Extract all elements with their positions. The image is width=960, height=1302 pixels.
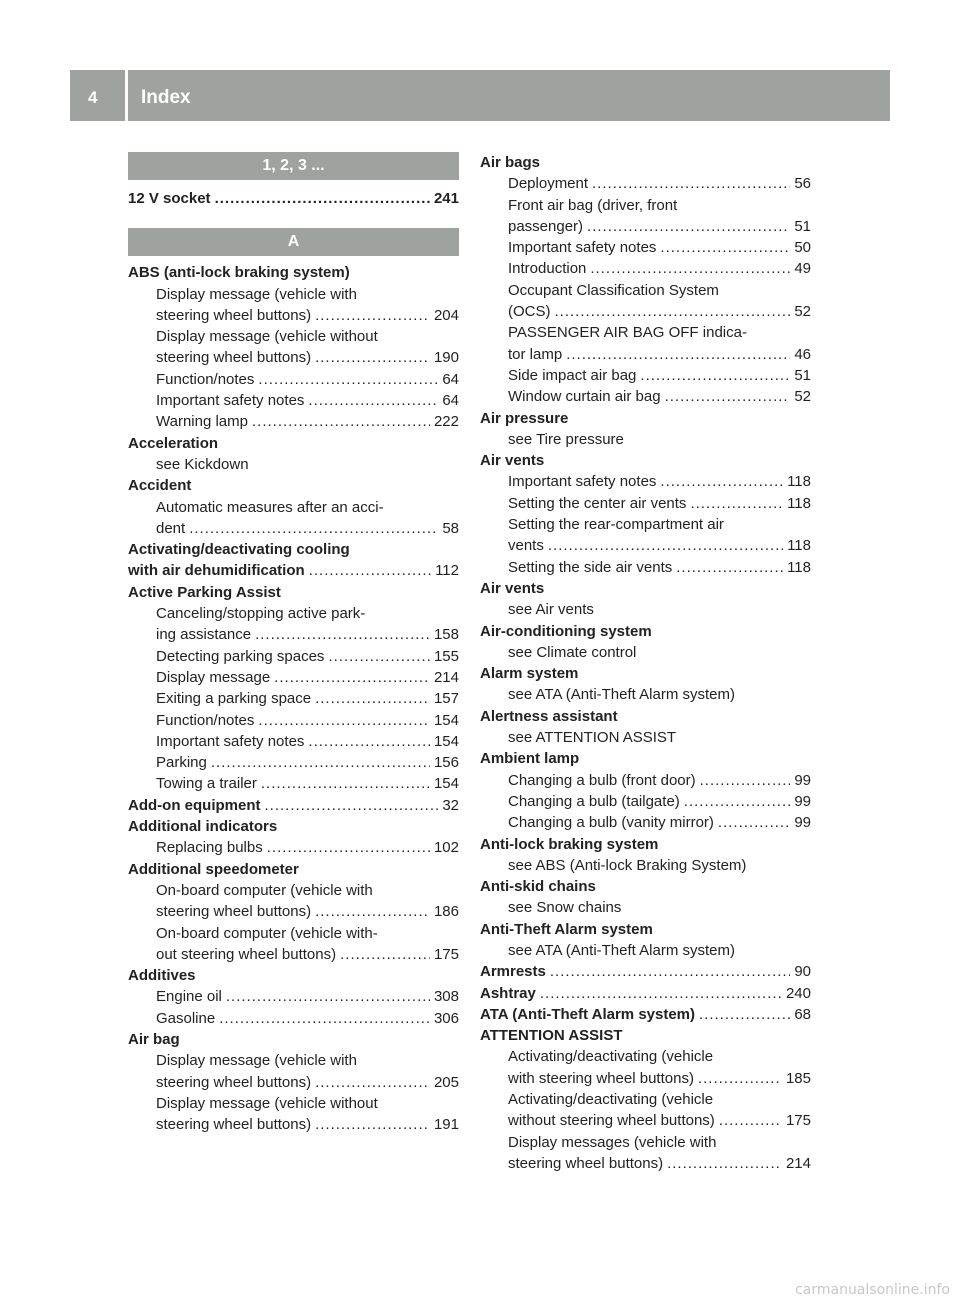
index-subentry: Activating/deactivating (vehicle <box>508 1048 714 1066</box>
index-subentry: On-board computer (vehicle with- <box>156 924 378 942</box>
index-subentry: see Tire pressure <box>508 430 624 448</box>
index-subentry: dent ..... 58 <box>128 518 459 539</box>
index-subentry: without steering wheel buttons) ..... 175 <box>480 1110 811 1131</box>
index-subentry: see ATA (Anti-Theft Alarm system) <box>508 941 736 959</box>
index-heading: Additional indicators <box>128 818 278 836</box>
index-entry: Armrests ..... 90 <box>480 961 811 982</box>
index-heading: Air pressure <box>480 409 569 427</box>
index-subentry: steering wheel buttons) ..... 214 <box>480 1153 811 1174</box>
index-subentry: Important safety notes ..... 50 <box>480 237 811 258</box>
index-subentry: passenger) ..... 51 <box>480 216 811 237</box>
index-heading: ABS (anti-lock braking system) <box>128 264 350 282</box>
index-column-left <box>128 152 459 1135</box>
index-subentry: see ABS (Anti-lock Braking System) <box>508 856 747 874</box>
index-subentry: Important safety notes ..... 64 <box>128 390 459 411</box>
index-subentry: Front air bag (driver, front <box>508 196 678 214</box>
index-heading: Air vents <box>480 579 545 597</box>
index-subentry: Occupant Classification System <box>508 281 719 299</box>
index-heading: Ambient lamp <box>480 750 580 768</box>
index-subentry: Setting the side air vents ..... 118 <box>480 557 811 578</box>
index-subentry: PASSENGER AIR BAG OFF indica- <box>508 324 747 342</box>
index-entry: with air dehumidification ..... 112 <box>128 560 459 581</box>
index-subentry: Display message (vehicle without <box>156 1094 378 1112</box>
index-subentry: Towing a trailer ..... 154 <box>128 773 459 794</box>
index-subentry: steering wheel buttons) ..... 205 <box>128 1072 459 1093</box>
header-divider <box>125 70 128 121</box>
watermark: carmanualsonline.info <box>795 1282 950 1298</box>
index-subentry: Detecting parking spaces ..... 155 <box>128 646 459 667</box>
index-entry: Add-on equipment ..... 32 <box>128 795 459 816</box>
index-subentry: (OCS) ..... 52 <box>480 301 811 322</box>
index-heading: Air vents <box>480 452 545 470</box>
index-entry: 12 V socket ..... 241 <box>128 188 459 209</box>
index-subentry: Changing a bulb (tailgate) ..... 99 <box>480 791 811 812</box>
index-subentry: see ATA (Anti-Theft Alarm system) <box>508 686 736 704</box>
index-heading: Air bag <box>128 1030 180 1048</box>
index-entry: Ashtray ..... 240 <box>480 983 811 1004</box>
index-subentry: Function/notes ..... 154 <box>128 710 459 731</box>
index-subentry: Exiting a parking space ..... 157 <box>128 688 459 709</box>
index-subentry: Window curtain air bag ..... 52 <box>480 386 811 407</box>
header-bar <box>70 70 890 121</box>
index-subentry: Important safety notes ..... 154 <box>128 731 459 752</box>
section-heading-a: A <box>128 228 459 256</box>
index-entry: ATA (Anti-Theft Alarm system) ..... 68 <box>480 1004 811 1025</box>
index-heading: Acceleration <box>128 434 219 452</box>
index-subentry: steering wheel buttons) ..... 190 <box>128 347 459 368</box>
index-subentry: see Air vents <box>508 601 594 619</box>
index-subentry: Warning lamp ..... 222 <box>128 411 459 432</box>
index-subentry: Display message (vehicle without <box>156 328 378 346</box>
index-subentry: see Snow chains <box>508 899 622 917</box>
index-subentry: Introduction ..... 49 <box>480 258 811 279</box>
index-subentry: On-board computer (vehicle with <box>156 881 373 899</box>
index-subentry: Display messages (vehicle with <box>508 1133 717 1151</box>
index-heading: Accident <box>128 477 192 495</box>
index-heading: Additives <box>128 967 196 985</box>
index-heading: Air bags <box>480 154 541 171</box>
index-subentry: Display message (vehicle with <box>156 1052 357 1070</box>
index-heading: Alarm system <box>480 665 579 683</box>
index-subentry: Gasoline ..... 306 <box>128 1008 459 1029</box>
index-subentry: Activating/deactivating (vehicle <box>508 1091 714 1109</box>
index-subentry: Important safety notes ..... 118 <box>480 471 811 492</box>
index-column-right <box>480 152 811 1174</box>
index-subentry: see ATTENTION ASSIST <box>508 729 677 747</box>
index-heading: Activating/deactivating cooling <box>128 541 350 559</box>
index-subentry: out steering wheel buttons) ..... 175 <box>128 944 459 965</box>
index-subentry: Display message (vehicle with <box>156 285 357 303</box>
index-subentry: Setting the center air vents ..... 118 <box>480 493 811 514</box>
index-subentry: Replacing bulbs ..... 102 <box>128 837 459 858</box>
index-heading: Air-conditioning system <box>480 622 652 640</box>
index-heading: Active Parking Assist <box>128 583 281 601</box>
index-subentry: vents ..... 118 <box>480 535 811 556</box>
index-subentry: see Kickdown <box>156 455 249 473</box>
index-subentry: Canceling/stopping active park- <box>156 605 366 623</box>
index-heading: Anti-skid chains <box>480 878 596 896</box>
index-subentry: with steering wheel buttons) ..... 185 <box>480 1068 811 1089</box>
index-subentry: Setting the rear-compartment air <box>508 516 724 534</box>
index-subentry: see Climate control <box>508 643 637 661</box>
section-heading-numbers: 1, 2, 3 ... <box>128 152 459 180</box>
index-subentry: steering wheel buttons) ..... 191 <box>128 1114 459 1135</box>
index-subentry: ing assistance ..... 158 <box>128 624 459 645</box>
index-subentry: steering wheel buttons) ..... 186 <box>128 901 459 922</box>
index-subentry: Parking ..... 156 <box>128 752 459 773</box>
page-number: 4 <box>88 88 98 107</box>
index-subentry: Display message ..... 214 <box>128 667 459 688</box>
index-subentry: Engine oil ..... 308 <box>128 986 459 1007</box>
index-heading: ATTENTION ASSIST <box>480 1027 623 1045</box>
index-heading: Anti-lock braking system <box>480 835 659 853</box>
index-heading: Anti-Theft Alarm system <box>480 920 653 938</box>
index-subentry: Side impact air bag ..... 51 <box>480 365 811 386</box>
index-subentry: Changing a bulb (front door) ..... 99 <box>480 770 811 791</box>
index-subentry: Function/notes ..... 64 <box>128 369 459 390</box>
index-subentry: steering wheel buttons) ..... 204 <box>128 305 459 326</box>
index-subentry: tor lamp ..... 46 <box>480 344 811 365</box>
index-heading: Additional speedometer <box>128 860 299 878</box>
index-heading: Alertness assistant <box>480 707 618 725</box>
index-subentry: Deployment ..... 56 <box>480 173 811 194</box>
index-subentry: Changing a bulb (vanity mirror) ..... 99 <box>480 812 811 833</box>
page-title: Index <box>141 87 191 108</box>
index-subentry: Automatic measures after an acci- <box>156 498 384 516</box>
